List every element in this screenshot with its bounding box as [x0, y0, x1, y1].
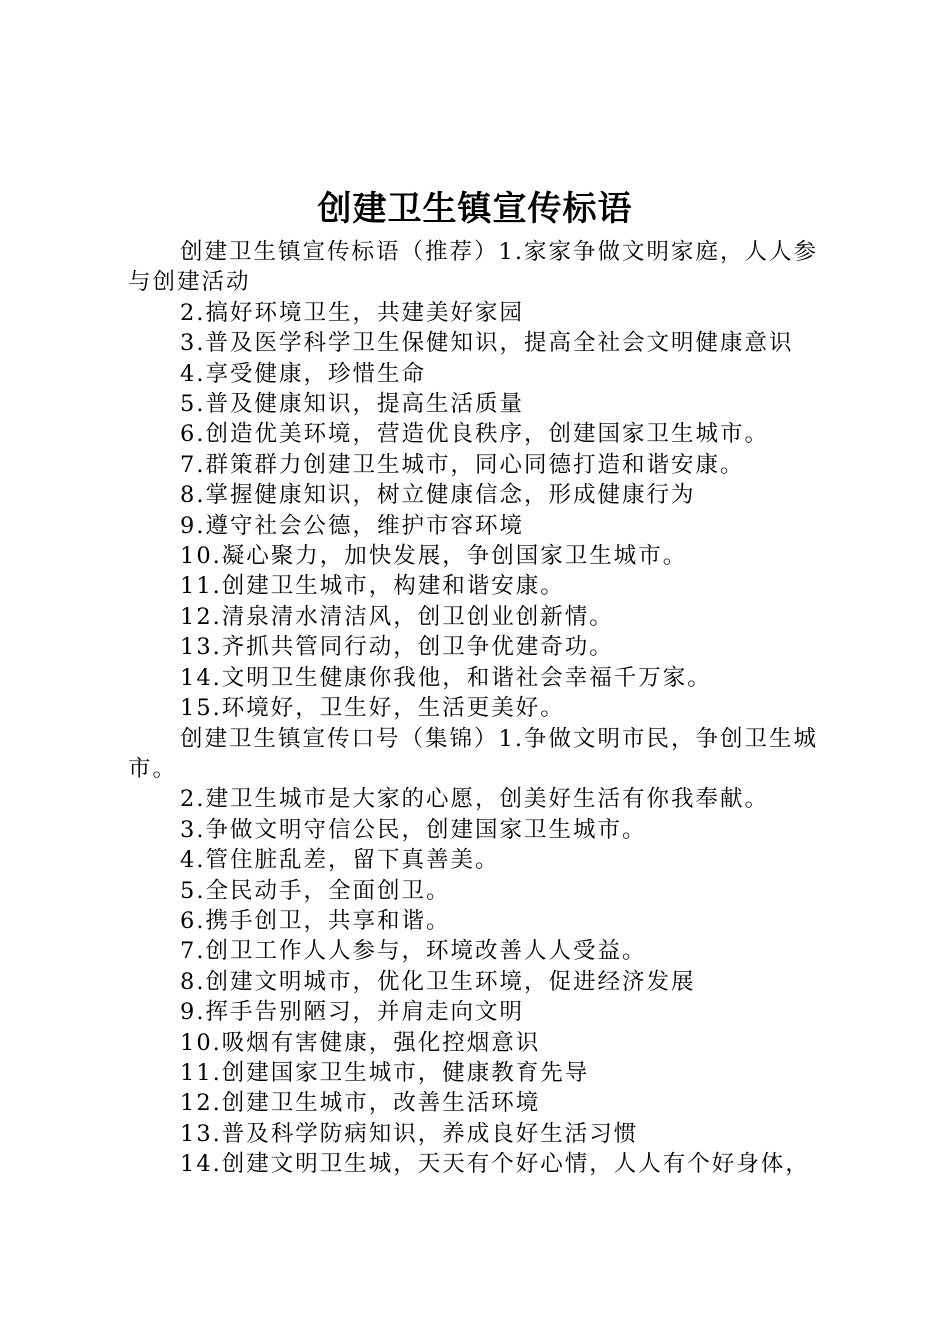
list-item: 7.创卫工作人人参与，环境改善人人受益。 [180, 938, 647, 965]
list-item: 3.争做文明守信公民，创建国家卫生城市。 [180, 816, 647, 843]
list-item: 3.普及医学科学卫生保健知识，提高全社会文明健康意识 [180, 330, 794, 357]
list-item: 12.创建卫生城市，改善生活环境 [180, 1090, 541, 1117]
list-item: 14.创建文明卫生城，天天有个好心情，人人有个好身体， [180, 1151, 810, 1178]
list-item: 11.创建卫生城市，构建和谐安康。 [180, 573, 565, 600]
list-item: 14.文明卫生健康你我他，和谐社会幸福千万家。 [180, 664, 712, 691]
list-item: 4.享受健康，珍惜生命 [180, 360, 426, 387]
list-item: 15.环境好，卫生好，生活更美好。 [180, 695, 565, 722]
list-item: 8.掌握健康知识，树立健康信念，形成健康行为 [180, 482, 696, 509]
list-item: 4.管住脏乱差，留下真善美。 [180, 847, 500, 874]
section2-list [128, 784, 838, 1179]
list-item: 13.齐抓共管同行动，创卫争优建奇功。 [180, 634, 614, 661]
list-item: 6.携手创卫，共享和谐。 [180, 907, 451, 934]
section2-intro: 创建卫生镇宣传口号（集锦）1.争做文明市民，争创卫生城市。 [128, 725, 818, 782]
document-body [128, 237, 838, 1180]
list-item: 10.凝心聚力，加快发展，争创国家卫生城市。 [180, 543, 688, 570]
list-item: 5.普及健康知识，提高生活质量 [180, 391, 524, 418]
list-item: 9.遵守社会公德，维护市容环境 [180, 512, 524, 539]
list-item: 5.全民动手，全面创卫。 [180, 877, 451, 904]
section1-intro: 创建卫生镇宣传标语（推荐）1.家家争做文明家庭，人人参与创建活动 [128, 239, 818, 296]
document-title: 创建卫生镇宣传标语 [317, 189, 633, 229]
list-item: 10.吸烟有害健康，强化控烟意识 [180, 1029, 541, 1056]
list-item: 12.清泉清水清洁风，创卫创业创新情。 [180, 603, 614, 630]
section1-list [128, 298, 838, 724]
list-item: 11.创建国家卫生城市，健康教育先导 [180, 1059, 590, 1086]
list-item: 7.群策群力创建卫生城市，同心同德打造和谐安康。 [180, 451, 745, 478]
list-item: 2.建卫生城市是大家的心愿，创美好生活有你我奉献。 [180, 786, 769, 813]
list-item: 6.创造优美环境，营造优良秩序，创建国家卫生城市。 [180, 421, 769, 448]
list-item: 2.搞好环境卫生，共建美好家园 [180, 299, 524, 326]
list-item: 13.普及科学防病知识，养成良好生活习惯 [180, 1120, 639, 1147]
list-item: 8.创建文明城市，优化卫生环境，促进经济发展 [180, 968, 696, 995]
list-item: 9.挥手告别陋习，并肩走向文明 [180, 999, 524, 1026]
